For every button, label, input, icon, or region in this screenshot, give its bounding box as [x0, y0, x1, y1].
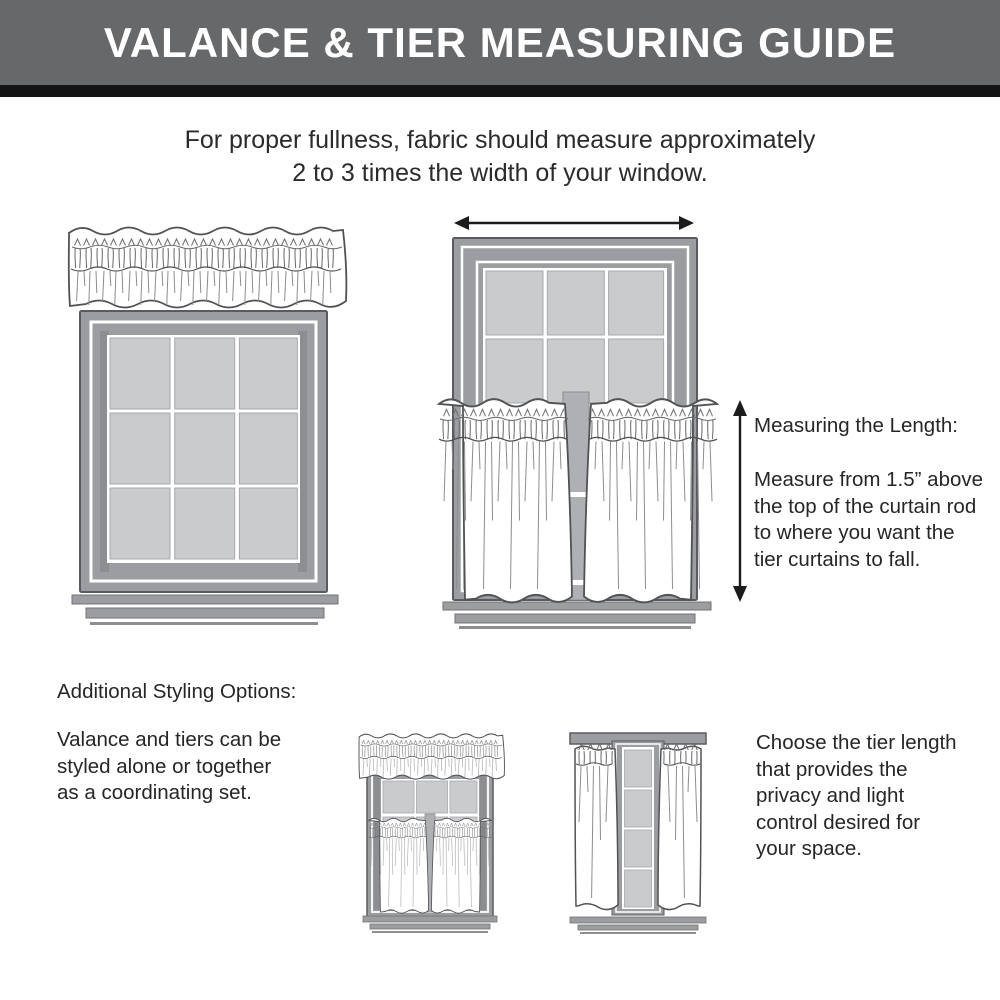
valance-curtain — [69, 228, 347, 308]
window-frame — [80, 311, 327, 592]
tier-length-line: control desired for — [756, 810, 921, 834]
measuring-length-heading: Measuring the Length: — [754, 414, 958, 437]
title-banner — [0, 0, 1000, 85]
additional-styling-line: as a coordinating set. — [57, 781, 252, 805]
tier-window-illustration — [425, 192, 755, 637]
measuring-length-line: tier curtains to fall. — [754, 547, 921, 571]
window-sill — [443, 602, 711, 629]
tier-curtain-left — [439, 399, 572, 602]
tier-length-line: your space. — [756, 837, 862, 861]
additional-styling-text — [57, 727, 281, 807]
tier-length-line: that provides the — [756, 757, 908, 781]
additional-styling-line: Valance and tiers can be — [57, 728, 282, 751]
panel-curtains-illustration — [568, 727, 708, 937]
measuring-length-line: the top of the curtain rod — [754, 494, 977, 518]
tier-curtain-right — [431, 818, 491, 913]
panel-curtain-right — [658, 741, 701, 910]
additional-styling-heading: Additional Styling Options: — [57, 680, 297, 703]
tier-length-text — [756, 730, 957, 863]
measuring-length-line: to where you want the — [754, 521, 955, 545]
window-sill — [72, 595, 338, 625]
divider-bar — [0, 85, 1000, 97]
tier-length-line: Choose the tier length — [756, 731, 957, 754]
panel-curtain-left — [575, 741, 618, 910]
window-sill — [570, 917, 706, 934]
valance-and-tiers-set-illustration — [355, 727, 505, 937]
page-title: VALANCE & TIER MEASURING GUIDE — [103, 19, 897, 66]
tier-curtain-right — [584, 399, 717, 602]
valance-window-illustration — [60, 215, 350, 625]
window-sill — [363, 916, 497, 933]
intro-line-2: 2 to 3 times the width of your window. — [292, 159, 708, 187]
tier-curtain-left — [369, 818, 429, 913]
intro-line-1: For proper fullness, fabric should measure approximately — [184, 126, 816, 154]
intro-text — [0, 124, 1000, 190]
length-arrow-icon — [733, 400, 747, 602]
valance-curtain — [359, 734, 504, 779]
additional-styling-line: styled alone or together — [57, 754, 272, 778]
width-arrow-icon — [454, 216, 694, 230]
measuring-length-line: Measure from 1.5” above — [754, 468, 984, 491]
window-frame — [612, 741, 664, 915]
measuring-length-text — [754, 467, 983, 573]
tier-length-line: privacy and light — [756, 784, 905, 808]
